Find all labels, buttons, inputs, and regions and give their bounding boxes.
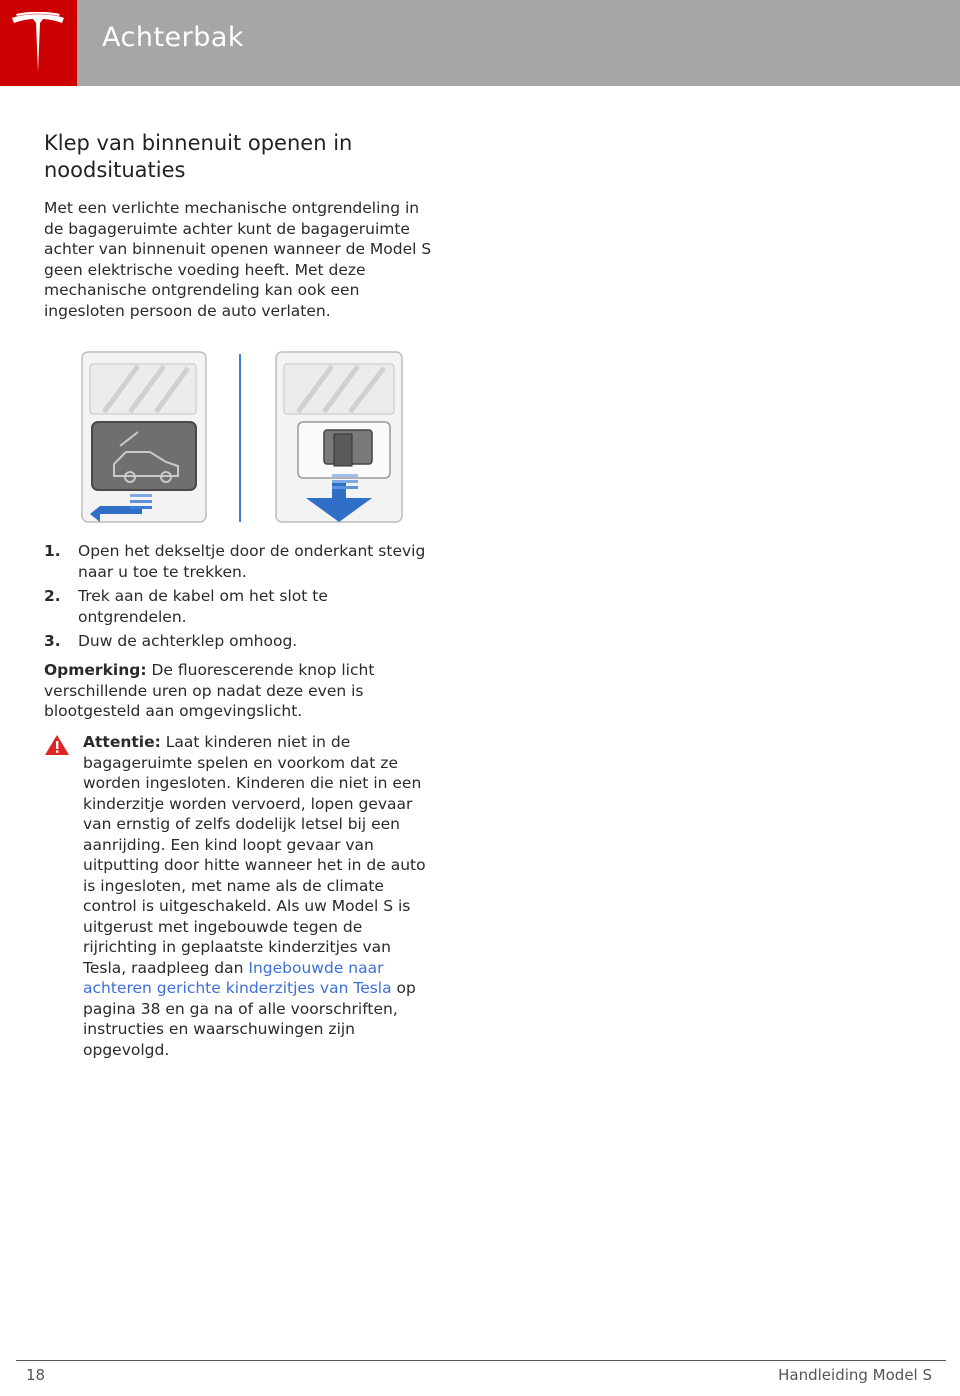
note-text: De fluorescerende knop licht verschillende uren op nadat deze even is blootgesteld aan omgevingslicht. (44, 661, 375, 720)
tesla-logo-icon (10, 12, 66, 74)
step-item: 3. Duw de achterklep omhoog. (44, 632, 298, 650)
footer-divider (16, 1360, 946, 1361)
page-number: 18 (26, 1366, 46, 1384)
child-seat-link[interactable]: Ingebouwde naar achteren gerichte kinderzitjes van Tesla (83, 958, 392, 997)
intro-paragraph: Met een verlichte mechanische ontgrendeling in de bagageruimte achter kunt de bagageruimte achter van binnenuit openen wanneer de Model S geen elektrische voeding heeft. Met deze mechanische ontgrendeling kan ook een ingesloten persoon de auto verlaten. (44, 199, 432, 320)
chapter-title: Achterbak (102, 22, 245, 53)
step-list (44, 541, 436, 656)
step-item: 1. Open het dekseltje door de onderkant stevig naar u toe te trekken. (44, 542, 426, 581)
warning-label: Attentie: (83, 733, 161, 751)
warning-block (44, 732, 436, 1060)
section-title: Klep van binnenuit openen in noodsituaties (44, 131, 353, 182)
warning-text: Attentie: Laat kinderen niet in de bagageruimte spelen en voorkom dat ze worden ingesloten. Kinderen die niet in een kinderzitje worden vervoerd, lopen gevaar van ernstig of zelfs dodelijk letsel bij een aanrijding. Een kind loopt gevaar van uitputting door hitte wanneer het in de auto is ingesloten, met name als de climate control is uitgeschakeld. Als uw Model S is uitgerust met ingebouwde tegen de rijrichting in geplaatste kinderzitjes van Tesla, raadpleeg dan Ingebouwde naar achteren gerichte kinderzitjes van Tesla op pagina 38 en ga na of alle voorschriften, instructies en waarschuwingen zijn opgevolgd. (83, 733, 426, 1059)
step-item: 2. Trek aan de kabel om het slot te ontgrendelen. (44, 587, 328, 626)
page-header (0, 0, 960, 86)
warning-triangle-icon (44, 734, 70, 756)
tesla-logo (0, 0, 77, 86)
note-label: Opmerking: (44, 661, 147, 679)
footer-title: Handleiding Model S (778, 1366, 932, 1384)
trunk-release-illustration (80, 350, 412, 526)
note-paragraph (44, 660, 436, 722)
section-content (44, 130, 436, 321)
